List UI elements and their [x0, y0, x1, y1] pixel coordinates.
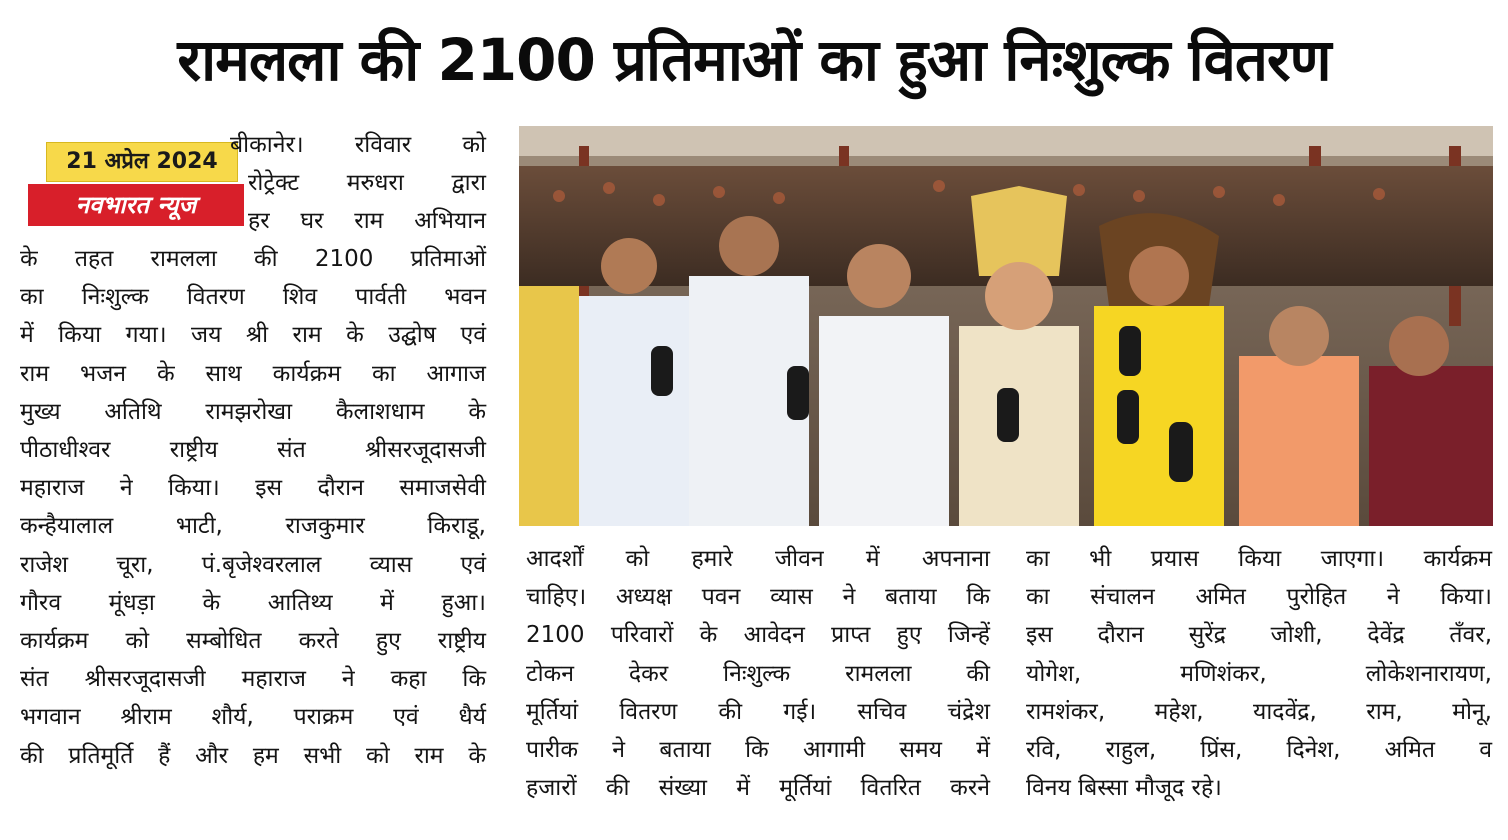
text-line: पारीक ने बताया कि आगामी समय में — [526, 737, 990, 764]
text-line: 2100 परिवारों के आवेदन प्राप्त हुए जिन्हें — [526, 622, 990, 649]
text-line: टोकन देकर निःशुल्क रामलला की — [526, 660, 990, 687]
text-line: भगवान श्रीराम शौर्य, पराक्रम एवं धैर्य — [20, 704, 486, 731]
event-photo — [519, 126, 1493, 526]
headline: रामलला की 2100 प्रतिमाओं का हुआ निःशुल्क वितरण — [177, 26, 1331, 94]
text-line: महाराज ने किया। इस दौरान समाजसेवी — [20, 475, 486, 502]
text-line: मूर्तियां वितरण की गई। सचिव चंद्रेश — [526, 698, 990, 725]
text-line: आदर्शों को हमारे जीवन में अपनाना — [526, 546, 990, 572]
text-line: बीकानेर। रविवार को — [230, 132, 486, 158]
text-line: मुख्य अतिथि रामझरोखा कैलाशधाम के — [20, 398, 486, 425]
text-line: का भी प्रयास किया जाएगा। कार्यक्रम — [1026, 546, 1492, 572]
text-line: पीठाधीश्वर राष्ट्रीय संत श्रीसरजूदासजी — [20, 437, 486, 464]
text-line: का निःशुल्क वितरण शिव पार्वती भवन — [20, 284, 486, 311]
text-line: विनय बिस्सा मौजूद रहे। — [1026, 775, 1222, 802]
column-1-body — [20, 240, 486, 775]
column-2-body — [526, 540, 990, 807]
text-line: का संचालन अमित पुरोहित ने किया। — [1026, 584, 1492, 611]
column-3-body — [1026, 540, 1492, 807]
dateline-badge — [24, 136, 248, 236]
text-line: योगेश, मणिशंकर, लोकेशनारायण, — [1026, 660, 1492, 687]
text-line: रोट्रेक्ट मरुधरा द्वारा — [248, 170, 486, 197]
text-line: चाहिए। अध्यक्ष पवन व्यास ने बताया कि — [526, 584, 990, 611]
text-line: हजारों की संख्या में मूर्तियां वितरित करने — [526, 775, 990, 802]
column-1-intro — [230, 126, 486, 241]
text-line: राम भजन के साथ कार्यक्रम का आगाज — [20, 360, 486, 387]
text-line: गौरव मूंधड़ा के आतिथ्य में हुआ। — [20, 589, 486, 616]
text-line: राजेश चूरा, पं.बृजेश्वरलाल व्यास एवं — [20, 551, 486, 578]
text-line: संत श्रीसरजूदासजी महाराज ने कहा कि — [20, 666, 486, 693]
text-line: में किया गया। जय श्री राम के उद्घोष एवं — [20, 322, 486, 349]
text-line: रवि, राहुल, प्रिंस, दिनेश, अमित व — [1026, 737, 1492, 764]
text-line: कन्हैयालाल भाटी, राजकुमार किराडू, — [20, 513, 486, 540]
text-line: हर घर राम अभियान — [248, 208, 486, 235]
text-line: इस दौरान सुरेंद्र जोशी, देवेंद्र तँवर, — [1026, 622, 1492, 649]
date-label: 21 अप्रेल 2024 — [46, 142, 238, 182]
text-line: कार्यक्रम को सम्बोधित करते हुए राष्ट्रीय — [20, 628, 486, 655]
text-line: रामशंकर, महेश, यादवेंद्र, राम, मोनू, — [1026, 698, 1492, 725]
text-line: के तहत रामलला की 2100 प्रतिमाओं — [20, 246, 486, 272]
text-line: की प्रतिमूर्ति हैं और हम सभी को राम के — [20, 742, 486, 769]
source-label: नवभारत न्यूज — [28, 184, 244, 226]
